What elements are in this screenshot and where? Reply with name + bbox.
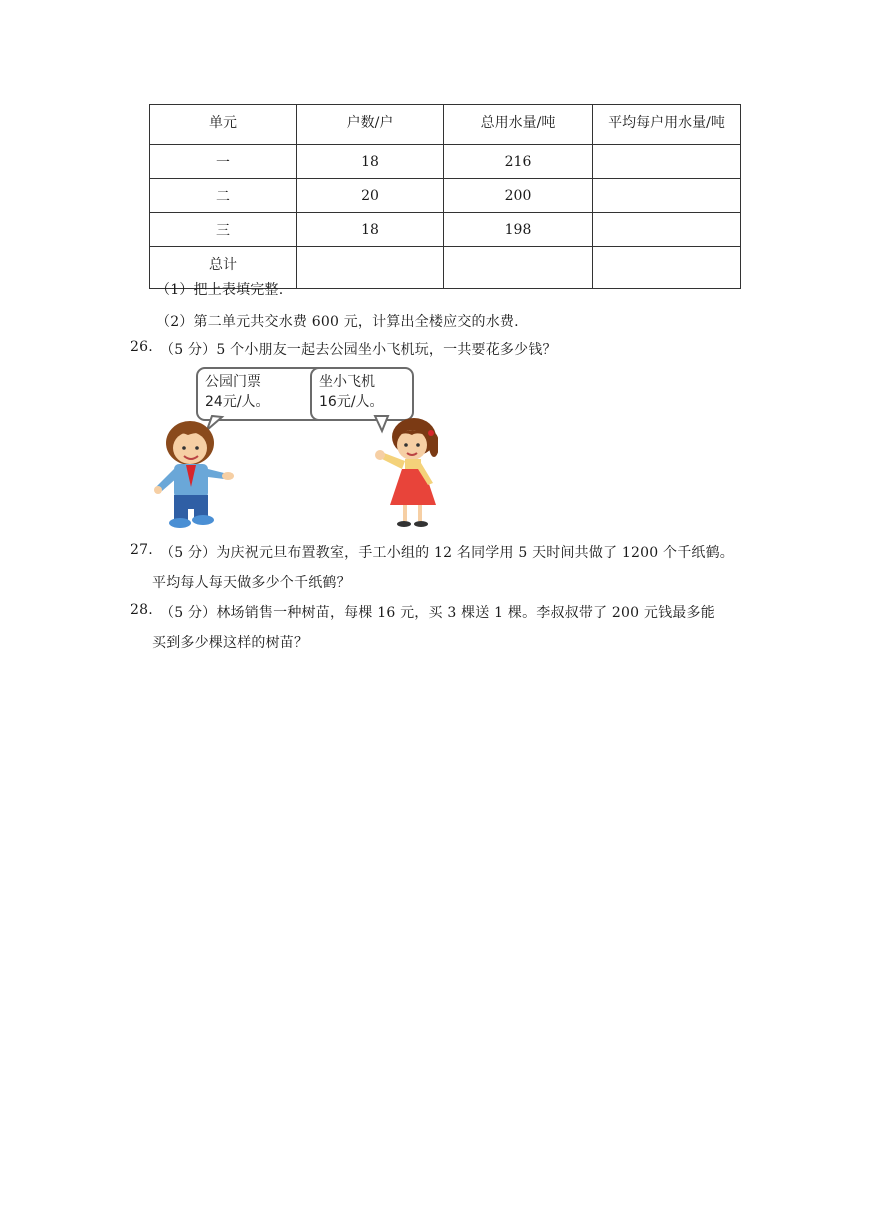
bubble-tail-right: [375, 416, 388, 431]
table-cell: 三: [150, 213, 297, 247]
header-average-water: 平均每户用水量/吨: [593, 105, 741, 145]
q27-number: 27.: [130, 542, 153, 558]
bubble-ticket-line1: 公园门票: [205, 374, 261, 390]
table-cell: 198: [444, 213, 593, 247]
q26-number: 26.: [130, 339, 153, 355]
table-cell: 216: [444, 145, 593, 179]
header-unit: 单元: [150, 105, 297, 145]
table-cell: 一: [150, 145, 297, 179]
table-cell: 二: [150, 179, 297, 213]
table-header-row: [150, 105, 741, 145]
bubble-tail-left: [207, 416, 222, 430]
table-cell: [593, 145, 741, 179]
table-cell: 18: [297, 145, 444, 179]
q26-illustration: [150, 365, 438, 533]
children-drawing: [150, 365, 438, 533]
q28-line2: 买到多少棵这样的树苗？: [152, 635, 309, 651]
q25-sub2: （2）第二单元共交水费 600 元，计算出全楼应交的水费.: [156, 314, 519, 330]
q25-sub1: （1）把上表填完整.: [156, 282, 284, 298]
q26-text: （5 分）5 个小朋友一起去公园坐小飞机玩，一共要花多少钱？: [160, 342, 557, 358]
q28-line1: （5 分）林场销售一种树苗，每棵 16 元，买 3 棵送 1 棵。李叔叔带了 200 元钱最多能: [160, 605, 715, 621]
water-usage-table: [149, 104, 741, 289]
q28-number: 28.: [130, 602, 153, 618]
table-cell: 18: [297, 213, 444, 247]
table-cell: 200: [444, 179, 593, 213]
girl-figure: [375, 418, 438, 527]
table-cell: 20: [297, 179, 444, 213]
table-cell: [297, 247, 444, 289]
table-row: [150, 145, 741, 179]
table-row: [150, 179, 741, 213]
q27-line2: 平均每人每天做多少个千纸鹤？: [152, 575, 351, 591]
table-cell: [593, 179, 741, 213]
header-households: 户数/户: [297, 105, 444, 145]
header-total-water: 总用水量/吨: [444, 105, 593, 145]
table-row: [150, 213, 741, 247]
q27-line1: （5 分）为庆祝元旦布置教室，手工小组的 12 名同学用 5 天时间共做了 1200 个千纸鹤。: [160, 545, 735, 561]
bubble-ticket-line2: 24元/人。: [205, 394, 270, 410]
table-cell: [444, 247, 593, 289]
table-cell: 总计: [150, 247, 297, 289]
bubble-plane-line1: 坐小飞机: [319, 374, 375, 390]
boy-figure: [154, 421, 234, 528]
bubble-plane-line2: 16元/人。: [319, 394, 384, 410]
table-cell: [593, 213, 741, 247]
table-cell: [593, 247, 741, 289]
